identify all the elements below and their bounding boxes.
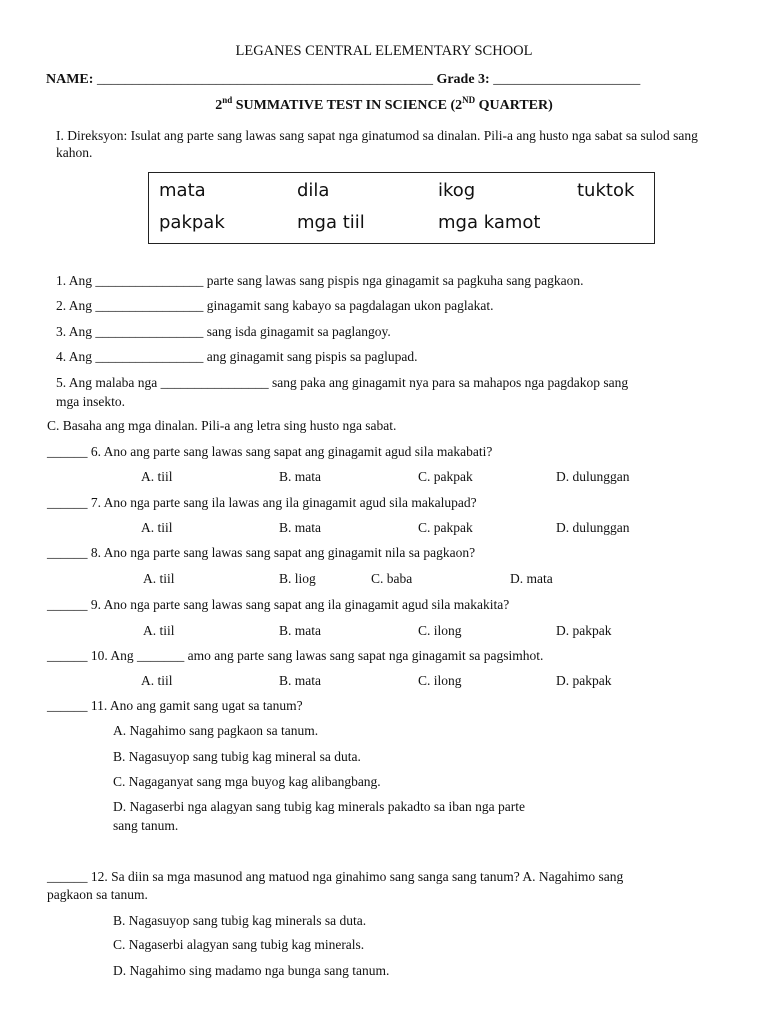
question-3: 3. Ang ________________ sang isda ginagamit sa paglangoy. [56, 324, 391, 339]
question-10: ______ 10. Ang _______ amo ang parte sang lawas sang sapat nga ginagamit sa pagsimhot. [47, 648, 544, 663]
question-1: 1. Ang ________________ parte sang lawas sang pispis nga ginagamit sa pagkuha sang pagkaon. [56, 273, 584, 288]
option-c: C. pakpak [418, 520, 473, 535]
question-7: ______ 7. Ano nga parte sang ila lawas ang ila ginagamit agud sila makalupad? [47, 495, 477, 510]
word-bank-item: mga tiil [297, 212, 365, 233]
option-d: D. pakpak [556, 673, 612, 688]
title-sup: nd [222, 95, 233, 105]
title-mid: SUMMATIVE TEST IN SCIENCE (2 [232, 98, 463, 113]
option-b: B. Nagasuyop sang tubig kag minerals sa duta. [113, 913, 367, 928]
word-bank-box [148, 172, 655, 244]
option-d: D. dulunggan [556, 469, 630, 484]
word-bank-item: ikog [438, 180, 476, 201]
question-11: ______ 11. Ano ang gamit sang ugat sa tanum? [47, 698, 303, 713]
question-12: ______ 12. Sa diin sa mga masunod ang matuod nga ginahimo sang sanga sang tanum? A. Nagahimo sang [47, 869, 624, 884]
option-c: C. Nagaganyat sang mga buyog kag alibangbang. [113, 774, 381, 789]
test-title [0, 95, 768, 114]
word-bank-item: mga kamot [438, 212, 541, 233]
option-c: C. ilong [418, 673, 462, 688]
question-8: ______ 8. Ano nga parte sang lawas sang sapat ang ginagamit nila sa pagkaon? [47, 545, 476, 560]
option-c: C. Nagaserbi alagyan sang tubig kag minerals. [113, 937, 365, 952]
option-b: B. Nagasuyop sang tubig kag mineral sa duta. [113, 749, 361, 764]
option-b: B. mata [279, 520, 321, 535]
question-6: ______ 6. Ano ang parte sang lawas sang sapat ang ginagamit agud sila makabati? [47, 444, 493, 459]
option-c: C. baba [371, 571, 413, 586]
option-a: A. tiil [141, 520, 173, 535]
title-num: 2 [215, 98, 223, 113]
option-d-cont: sang tanum. [113, 818, 179, 833]
name-grade-line [46, 72, 640, 88]
direction-c: C. Basaha ang mga dinalan. Pili-a ang letra sing husto nga sabat. [47, 418, 397, 433]
grade-label: Grade 3: [436, 72, 490, 87]
word-bank-item: pakpak [159, 212, 225, 233]
question-5: 5. Ang malaba nga ________________ sang paka ang ginagamit nya para sa mahapos nga pagdakop sang [56, 375, 629, 390]
school-name: LEGANES CENTRAL ELEMENTARY SCHOOL [235, 43, 533, 59]
question-9: ______ 9. Ano nga parte sang lawas sang sapat ang ila ginagamit agud sila makakita? [47, 597, 510, 612]
name-label: NAME: [46, 72, 94, 87]
option-d: D. Nagahimo sing madamo nga bunga sang tanum. [113, 963, 390, 978]
option-d: D. Nagaserbi nga alagyan sang tubig kag minerals pakadto sa iban nga parte [113, 799, 525, 814]
question-5-cont: mga insekto. [56, 394, 125, 409]
option-c: C. ilong [418, 623, 462, 638]
option-a: A. tiil [143, 571, 175, 586]
title-end: QUARTER) [475, 98, 553, 113]
option-b: B. mata [279, 673, 321, 688]
option-a: A. tiil [143, 623, 175, 638]
word-bank-item: tuktok [577, 180, 635, 201]
name-blank: ________________________________________________ [96, 72, 433, 87]
option-d: D. mata [510, 571, 553, 586]
option-b: B. mata [279, 623, 321, 638]
question-12-cont: pagkaon sa tanum. [47, 887, 148, 902]
option-d: D. dulunggan [556, 520, 630, 535]
title-sup2: ND [462, 95, 476, 105]
option-a: A. Nagahimo sang pagkaon sa tanum. [113, 723, 319, 738]
option-a: A. tiil [141, 673, 173, 688]
option-d: D. pakpak [556, 623, 612, 638]
word-bank-item: mata [159, 180, 206, 201]
option-b: B. mata [279, 469, 321, 484]
word-bank-item: dila [297, 180, 330, 201]
question-4: 4. Ang ________________ ang ginagamit sang pispis sa paglupad. [56, 349, 418, 364]
question-2: 2. Ang ________________ ginagamit sang kabayo sa pagdalagan ukon paglakat. [56, 298, 494, 313]
option-c: C. pakpak [418, 469, 473, 484]
option-b: B. liog [279, 571, 316, 586]
option-a: A. tiil [141, 469, 173, 484]
direction-1: I. Direksyon: Isulat ang parte sang lawas sang sapat nga ginatumod sa dinalan. Pili-a ang husto nga sabat sa sulod sang kahon. [56, 128, 698, 160]
grade-blank: _____________________ [493, 72, 641, 87]
